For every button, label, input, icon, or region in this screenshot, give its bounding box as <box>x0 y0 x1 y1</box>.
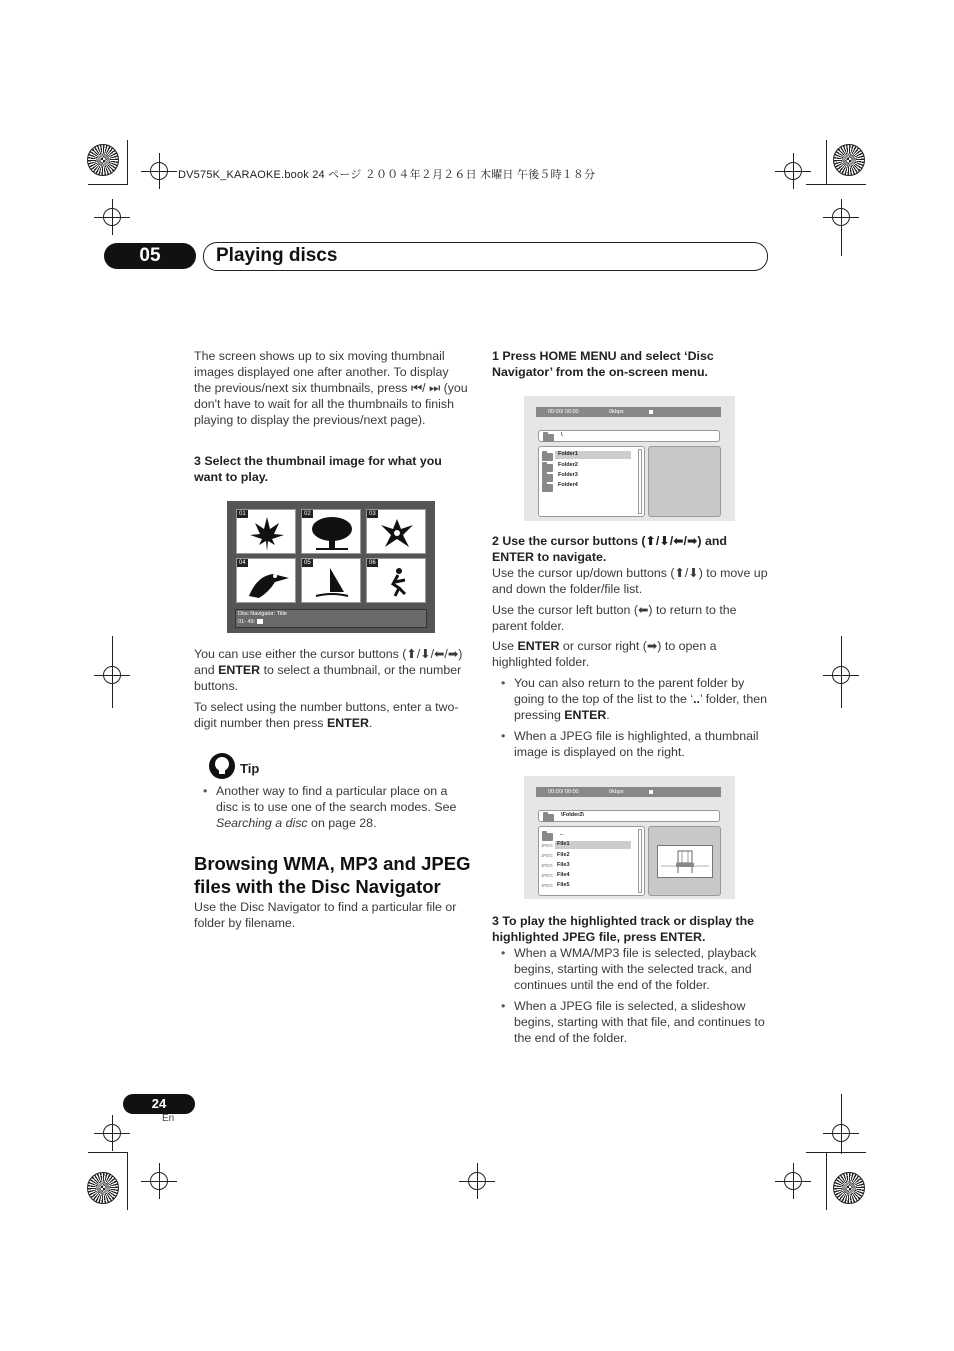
thumbnail-number: 01 <box>239 511 246 517</box>
section-intro: Use the Disc Navigator to find a particular file or folder by filename. <box>194 900 457 930</box>
jpeg-icon: JPEG <box>541 853 553 858</box>
toucan-icon <box>239 562 295 602</box>
jpeg-icon: JPEG <box>541 873 553 878</box>
path-text: \Folder2\ <box>561 812 584 818</box>
playback-bar <box>536 787 721 797</box>
list-item[interactable]: Folder3 <box>558 472 578 478</box>
bullet-item: • When a WMA/MP3 file is selected, playback begins, starting with the selected track, and continues until the end of the folder. <box>492 945 770 993</box>
crop-line <box>127 140 128 184</box>
lightbulb-icon <box>208 752 236 780</box>
skater-icon <box>369 562 425 602</box>
list-item[interactable]: Folder1 <box>558 451 578 457</box>
chair-icon <box>658 846 712 877</box>
chapter-number: 05 <box>104 243 196 269</box>
path-field <box>538 810 720 822</box>
thumbnail-number: 04 <box>239 560 246 566</box>
tip-list <box>194 783 469 836</box>
crop-line <box>806 184 866 185</box>
left-button-paragraph: Use the cursor left button (⬅) to return to the parent folder. <box>492 603 737 633</box>
crosshair-icon <box>468 1172 486 1190</box>
stop-icon <box>649 410 653 414</box>
folder-icon <box>543 434 554 442</box>
registration-star-icon <box>87 144 119 176</box>
crosshair-icon <box>784 162 802 180</box>
thumbnail-4[interactable] <box>236 558 296 603</box>
cursor-box <box>257 619 263 624</box>
bullet-item: • When a JPEG file is highlighted, a thumbnail image is displayed on the right. <box>492 728 770 760</box>
folder-icon <box>542 453 553 461</box>
bitrate-readout: 0kbps <box>609 409 624 415</box>
folder-icon <box>542 833 553 841</box>
step-1-heading: 1 Press HOME MENU and select ‘Disc Navigator’ from the on-screen menu. <box>492 349 714 379</box>
list-item[interactable]: Folder4 <box>558 482 578 488</box>
list-item[interactable]: Folder2 <box>558 462 578 468</box>
navigate-bullets <box>492 675 770 765</box>
chapter-title-bar <box>203 242 768 271</box>
page-number: 24 <box>123 1094 195 1114</box>
time-readout: 00:00/ 00:00 <box>548 409 579 415</box>
number-paragraph: To select using the number buttons, enter a two-digit number then press ENTER. <box>194 700 459 730</box>
leaf-icon <box>239 513 295 553</box>
thumbnail-number: 06 <box>369 560 376 566</box>
crop-line <box>806 1152 866 1153</box>
crop-line <box>127 1152 128 1210</box>
bullet-item: • When a JPEG file is selected, a slideshow begins, starting with that file, and continues to the end of the folder. <box>492 998 770 1046</box>
thumbnail-number: 05 <box>304 560 311 566</box>
crosshair-icon <box>103 1124 121 1142</box>
crop-line <box>112 636 113 708</box>
section-heading <box>194 852 474 898</box>
stop-icon <box>649 790 653 794</box>
thumbnail-3[interactable] <box>366 509 426 554</box>
intro-paragraph: The screen shows up to six moving thumbnail images displayed one after another. To display the previous/next six thumbnails, press ⏮/ ⏭ (you don't have to wait for all the thumbnails to finish playing to display the previous/next page). <box>194 349 468 427</box>
folder-icon <box>542 464 553 472</box>
jpeg-icon: JPEG <box>541 843 553 848</box>
section-heading-line-1: Browsing WMA, MP3 and JPEG <box>194 853 471 874</box>
crosshair-icon <box>150 162 168 180</box>
list-item[interactable]: File4 <box>557 872 570 878</box>
windsurfer-icon <box>304 562 360 602</box>
registration-star-icon <box>833 144 865 176</box>
thumbnail-1[interactable] <box>236 509 296 554</box>
step-3b-heading: 3 To play the highlighted track or display the highlighted JPEG file, press ENTER. <box>492 914 755 944</box>
list-item[interactable]: File2 <box>557 852 570 858</box>
jpeg-icon: JPEG <box>541 883 553 888</box>
thumbnail-status-bar <box>235 609 427 628</box>
scrollbar[interactable] <box>638 449 642 514</box>
crop-line <box>826 1152 827 1210</box>
status-title: Disc Navigator: Title <box>238 611 287 617</box>
parent-folder-item[interactable]: .. <box>560 831 564 837</box>
folder-icon <box>542 474 553 482</box>
bitrate-readout: 0kbps <box>609 789 624 795</box>
preview-pane <box>648 446 721 517</box>
cursor-paragraph: You can use either the cursor buttons (⬆/⬇/⬅/➡) and ENTER to select a thumbnail, or the number buttons. <box>194 647 463 693</box>
thumbnail-screen <box>227 501 435 633</box>
crop-line <box>841 214 842 256</box>
jpeg-thumbnail <box>657 845 713 878</box>
preview-pane <box>648 826 721 896</box>
crosshair-icon <box>150 1172 168 1190</box>
list-item[interactable]: File5 <box>557 882 570 888</box>
thumbnail-6[interactable] <box>366 558 426 603</box>
enter-paragraph: Use ENTER or cursor right (➡) to open a highlighted folder. <box>492 639 717 669</box>
status-line: 01- 49: <box>236 618 426 626</box>
language-label: En <box>162 1113 175 1124</box>
crop-line <box>841 636 842 708</box>
scrollbar[interactable] <box>638 829 642 893</box>
list-item[interactable]: File1 <box>557 841 570 847</box>
folder-icon <box>543 814 554 822</box>
updown-paragraph: Use the cursor up/down buttons (⬆/⬇) to move up and down the folder/file list. <box>492 566 768 596</box>
tip-item: • Another way to find a particular place on a disc is to use one of the search modes. See Searching a disc on page 28. <box>194 783 469 831</box>
thumbnail-2[interactable] <box>301 509 361 554</box>
tree-icon <box>304 513 360 553</box>
time-readout: 00:00/ 00:00 <box>548 789 579 795</box>
folder-list[interactable] <box>538 446 645 517</box>
crosshair-icon <box>784 1172 802 1190</box>
chapter-title: Playing discs <box>216 245 338 266</box>
section-heading-line-2: files with the Disc Navigator <box>194 876 441 897</box>
disc-navigator-screen-2 <box>524 776 735 899</box>
playback-bar <box>536 407 721 417</box>
step-3-heading: 3 Select the thumbnail image for what you want to play. <box>194 454 442 484</box>
play-bullets <box>492 945 770 1051</box>
lily-icon <box>369 513 425 553</box>
registration-star-icon <box>87 1172 119 1204</box>
path-field <box>538 430 720 442</box>
step-2-heading: 2 Use the cursor buttons (⬆/⬇/⬅/➡) and ENTER to navigate. <box>492 534 727 564</box>
path-text: \ <box>561 432 563 438</box>
list-item[interactable]: File3 <box>557 862 570 868</box>
crop-line <box>841 1094 842 1154</box>
folder-icon <box>542 484 553 492</box>
jpeg-icon: JPEG <box>541 863 553 868</box>
disc-navigator-screen-1 <box>524 396 735 521</box>
thumbnail-number: 02 <box>304 511 311 517</box>
file-list[interactable] <box>538 826 645 896</box>
crop-line <box>88 1152 128 1153</box>
crop-line <box>88 184 128 185</box>
crosshair-icon <box>103 208 121 226</box>
crop-line <box>826 140 827 184</box>
thumbnail-5[interactable] <box>301 558 361 603</box>
registration-star-icon <box>833 1172 865 1204</box>
file-meta: DV575K_KARAOKE.book 24 ページ ２００４年２月２６日 木曜日 午後５時１８分 <box>178 169 596 181</box>
tip-label: Tip <box>240 761 260 776</box>
bullet-item: • You can also return to the parent folder by going to the top of the list to the ‘..’ folder, then pressing ENTER. <box>492 675 770 723</box>
thumbnail-number: 03 <box>369 511 376 517</box>
